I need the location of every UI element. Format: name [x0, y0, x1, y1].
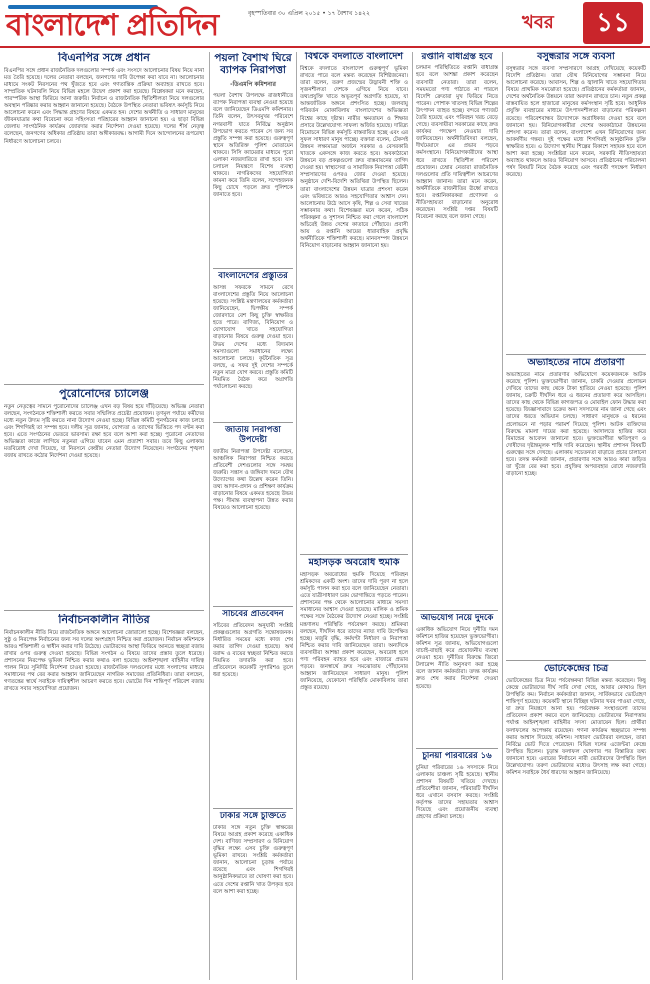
article-bashundhara-business	[506, 52, 646, 352]
newspaper-logo: বাংলাদেশ প্রতিদিন	[6, 8, 219, 43]
page-number: ১১	[583, 2, 643, 44]
article-body: আসন্ন সফরকে সামনে রেখে বাংলাদেশের প্রস্তুতি নিয়ে আলোচনা হয়েছে। সংশ্লিষ্ট মন্ত্রণালয়ের কর্মকর্তারা জানিয়েছেন, দ্বিপক্ষীয় সম্পর্ক জোরদারে বেশ কিছু চুক্তি স্বাক্ষরিত হতে পারে। বাণিজ্য, বিনিয়োগ ও যোগাযোগ খাতে সহযোগিতা বাড়ানোর বিষয়ে গুরুত্ব দেওয়া হবে। উভয় দেশের মধ্যে বিদ্যমান সমস্যাগুলো সমাধানের লক্ষ্যে আলোচনা চলছে। কূটনৈতিক সূত্র বলছে, এ সফর দুই দেশের সম্পর্কে নতুন মাত্রা যোগ করবে। প্রস্তুতি কমিটি নিয়মিত বৈঠক করে অগ্রগতি পর্যালোচনা করছে।	[213, 284, 293, 391]
article-bnp	[4, 52, 204, 382]
article-separator	[416, 748, 498, 749]
article-acc-complaint	[416, 614, 498, 746]
article-headline: অভ্যাহতের নামে প্রতারণা	[527, 358, 625, 368]
section-label: খবর	[522, 12, 554, 33]
article-body: মহাসড়ক অবরোধের হুমকি দিয়েছে পরিবহন শ্রমিকদের একটি অংশ। তাদের দাবি পূরণ না হলে কর্মসূচি পালন করা হবে বলে জানিয়েছেন নেতারা। এতে যাত্রীসাধারণ চরম ভোগান্তিতে পড়তে পারেন। প্রশাসনের পক্ষ থেকে আলোচনার মাধ্যমে সমস্যা সমাধানের আশ্বাস দেওয়া হয়েছে। মালিক ও শ্রমিক পক্ষের সঙ্গে বৈঠকের উদ্যোগ নেওয়া হচ্ছে। সংশ্লিষ্ট মন্ত্রণালয় পরিস্থিতি পর্যবেক্ষণ করছে। শ্রমিকরা বলছেন, দীর্ঘদিন ধরে তাদের ন্যায্য দাবি উপেক্ষিত হচ্ছে। মজুরি বৃদ্ধি, কর্মঘণ্টা নির্ধারণ ও নিরাপত্তা নিশ্চিত করার দাবি জানিয়েছেন তারা। অন্যদিকে ব্যবসায়ীরা আশঙ্কা প্রকাশ করেছেন, অবরোধ হলে পণ্য পরিবহন ব্যাহত হবে এবং বাজারে প্রভাব পড়বে। জনস্বার্থে দ্রুত সমঝোতায় পৌঁছানোর আহ্বান জানিয়েছেন সাধারণ মানুষ। পুলিশ জানিয়েছে, যেকোনো পরিস্থিতি মোকাবিলায় তারা প্রস্তুত রয়েছে।	[300, 571, 408, 692]
article-separator	[213, 808, 293, 809]
article-headline: নির্বাচনকালীন নীতির	[58, 614, 150, 626]
article-polling-centres	[506, 664, 646, 980]
article-body: বিশ্বকে বদলাতে বাংলাদেশ গুরুত্বপূর্ণ ভূমিকা রাখতে পারে বলে মন্তব্য করেছেন বিশিষ্টজনেরা। তারা বলেন, তরুণ প্রজন্মের উদ্ভাবনী শক্তি ও সৃজনশীলতা দেশকে এগিয়ে নিয়ে যাবে। তথ্যপ্রযুক্তি খাতে অভূতপূর্ব অগ্রগতি হয়েছে, যা আন্তর্জাতিক অঙ্গনে প্রশংসিত হচ্ছে। জলবায়ু পরিবর্তন মোকাবিলায় বাংলাদেশের অভিজ্ঞতা বিশ্বের কাছে দৃষ্টান্ত। নারীর ক্ষমতায়ন ও শিক্ষার প্রসারে উল্লেখযোগ্য সাফল্য অর্জিত হয়েছে। দারিদ্র্য বিমোচনে বিভিন্ন কর্মসূচি বাস্তবায়িত হচ্ছে এবং এর সুফল সাধারণ মানুষ পাচ্ছে। বক্তারা বলেন, টেকসই উন্নয়ন লক্ষ্যমাত্রা অর্জনে সরকার ও বেসরকারি খাতকে একসঙ্গে কাজ করতে হবে। অবকাঠামো উন্নয়নে বড় প্রকল্পগুলো দ্রুত বাস্তবায়নের তাগিদ দেওয়া হয়। স্বাস্থ্যসেবা ও সামাজিক নিরাপত্তা বেষ্টনী সম্প্রসারণের ওপরও জোর দেওয়া হয়েছে। অনুষ্ঠানে দেশি-বিদেশি অতিথিরা উপস্থিত ছিলেন। তারা বাংলাদেশের উন্নয়ন যাত্রার প্রশংসা করেন এবং ভবিষ্যতে আরও সহযোগিতার আশ্বাস দেন। আলোচনায় উঠে আসে কৃষি, শিল্প ও সেবা খাতের সম্ভাবনার কথা। বিশেষজ্ঞরা মনে করেন, সঠিক পরিকল্পনা ও সুশাসন নিশ্চিত করা গেলে বাংলাদেশ অচিরেই উন্নত দেশের কাতারে পৌঁছাবে। প্রবাসী আয় ও রপ্তানি আয়ের ধারাবাহিক প্রবৃদ্ধি অর্থনীতিকে শক্তিশালী করছে। মানবসম্পদ উন্নয়নে বিনিয়োগ বাড়ানোর আহ্বান জানানো হয়।	[300, 65, 408, 250]
article-body: চুনিয়া পরিবারের ১৬ সদস্যকে নিয়ে এলাকায় চাঞ্চল্য সৃষ্টি হয়েছে। স্থানীয় প্রশাসন বিষয়টি খতিয়ে দেখছে। প্রতিবেশীরা জানান, পরিবারটি দীর্ঘদিন ধরে এখানে বসবাস করছে। সংশ্লিষ্ট কর্তৃপক্ষ তাদের সহায়তার আশ্বাস দিয়েছে এবং প্রয়োজনীয় ব্যবস্থা গ্রহণের প্রক্রিয়া চলছে।	[416, 764, 498, 821]
article-election-policy	[4, 614, 204, 980]
masthead	[0, 0, 650, 50]
column-divider	[209, 52, 210, 980]
article-headline: বিএনপির সঙ্গে প্রধান	[58, 52, 150, 64]
article-separator	[506, 660, 646, 661]
article-bangladesh-world	[300, 52, 408, 552]
article-body: ভোটকেন্দ্রের চিত্র নিয়ে পর্যবেক্ষকরা বিভিন্ন মন্তব্য করেছেন। কিছু কেন্দ্রে ভোটারদের দীর্ঘ সারি দেখা গেছে, আবার কোথাও ছিল উপস্থিতি কম। নির্বাচন কর্মকর্তারা জানান, সার্বিকভাবে ভোটগ্রহণ শান্তিপূর্ণ হয়েছে। কয়েকটি স্থানে বিচ্ছিন্ন ঘটনার খবর পাওয়া গেছে, যা দ্রুত নিয়ন্ত্রণে আনা হয়। পর্যবেক্ষক সংস্থাগুলো তাদের প্রতিবেদন প্রকাশ করবে বলে জানিয়েছে। ভোটারদের নিরাপত্তায় পর্যাপ্ত আইনশৃঙ্খলা বাহিনীর সদস্য মোতায়েন ছিল। প্রার্থীরা ফলাফলের অপেক্ষায় রয়েছেন। গণনা কার্যক্রম স্বচ্ছভাবে সম্পন্ন করার আশ্বাস দিয়েছে কমিশন। সাধারণ ভোটাররা বলছেন, তারা নির্বিঘ্নে ভোট দিতে পেরেছেন। বিভিন্ন দলের এজেন্টরা কেন্দ্রে উপস্থিত ছিলেন। চূড়ান্ত ফলাফল ঘোষণার পর বিস্তারিত তথ্য জানানো হবে। এবারের নির্বাচনে নারী ভোটারদের উপস্থিতি ছিল উল্লেখযোগ্য। তরুণ ভোটারদের মধ্যেও উৎসাহ লক্ষ করা গেছে। কমিশন সবাইকে ধৈর্য ধারণের আহ্বান জানিয়েছে।	[506, 677, 646, 777]
article-separator	[213, 422, 293, 423]
article-headline: রপ্তানি বাধাগ্রস্ত হবে	[421, 52, 493, 62]
article-bangladesh-preparation	[213, 272, 293, 420]
article-secretary-report	[213, 610, 293, 806]
article-separator	[4, 610, 204, 611]
article-headline: বাংলাদেশের প্রস্তুতির	[218, 272, 288, 281]
article-body: অভ্যাহতের নামে প্রতারণার অভিযোগে কয়েকজনকে আটক করেছে পুলিশ। ভুক্তভোগীরা জানান, চাকরি দেওয়ার প্রলোভন দেখিয়ে তাদের কাছ থেকে টাকা হাতিয়ে নেওয়া হয়েছে। পুলিশ জানায়, চক্রটি দীর্ঘদিন ধরে এ ধরনের প্রতারণা করে আসছিল। তাদের কাছ থেকে বিভিন্ন কাগজপত্র ও মোবাইল ফোন উদ্ধার করা হয়েছে। জিজ্ঞাসাবাদে চক্রের অন্য সদস্যদের নাম জানা গেছে এবং তাদের ধরতে অভিযান চলছে। সাধারণ মানুষকে এ ধরনের প্রলোভনে না পড়ার পরামর্শ দিয়েছে পুলিশ। আটক ব্যক্তিদের বিরুদ্ধে মামলা দায়ের করা হয়েছে। আদালতে হাজির করে রিমান্ডের আবেদন জানানো হবে। ভুক্তভোগীরা ক্ষতিপূরণ ও দোষীদের দৃষ্টান্তমূলক শাস্তি দাবি করেছেন। স্থানীয় প্রশাসন বিষয়টি গুরুত্বের সঙ্গে দেখছে। এলাকায় সচেতনতা বাড়াতে প্রচার চালানো হবে। তদন্ত কর্মকর্তা জানান, প্রতারণার সঙ্গে আরও কারা জড়িত তা খুঁজে বের করা হবে। প্রযুক্তির অপব্যবহার রোধে নজরদারি বাড়ানো হচ্ছে।	[506, 371, 646, 478]
article-headline: সচিবের প্রতিবেদন	[222, 610, 284, 619]
article-separator	[213, 268, 293, 269]
article-body: সচিবের প্রতিবেদন অনুযায়ী সংশ্লিষ্ট প্রকল্পগুলোর অগ্রগতি সন্তোষজনক। নির্ধারিত সময়ের মধ্যে কাজ শেষ করার তাগিদ দেওয়া হয়েছে। অর্থ বরাদ্দ ও ব্যয়ের স্বচ্ছতা নিশ্চিত করতে নিয়মিত তদারকি করা হবে। প্রতিবেদনে কয়েকটি সুপারিশও তুলে ধরা হয়েছে।	[213, 622, 293, 679]
masthead-rule	[0, 46, 650, 48]
article-old-guard	[4, 388, 204, 608]
article-dhaka-agreement	[213, 812, 293, 980]
article-separator	[300, 554, 408, 555]
article-separator	[4, 384, 204, 385]
column-divider	[502, 52, 503, 980]
article-headline: চুনিয়া পরিবারের ১৬	[422, 752, 492, 761]
article-fraud	[506, 358, 646, 658]
article-body: জাতীয় নিরাপত্তা উপদেষ্টা বলেছেন, আঞ্চলিক নিরাপত্তা নিশ্চিত করতে প্রতিবেশী দেশগুলোর সঙ্গে সমন্বয় জরুরি। সন্ত্রাস ও জঙ্গিবাদ দমনে যৌথ উদ্যোগের কথা উল্লেখ করেন তিনি। তথ্য আদান-প্রদান ও প্রশিক্ষণ কার্যক্রম বাড়ানোর বিষয়ে একমত হয়েছে উভয় পক্ষ। সীমান্ত ব্যবস্থাপনা উন্নত করার বিষয়েও আলোচনা হয়েছে।	[213, 448, 293, 512]
article-body: ঢাকার সঙ্গে নতুন চুক্তি স্বাক্ষরের বিষয়ে আগ্রহ প্রকাশ করেছে একাধিক দেশ। বাণিজ্য সম্প্রসারণ ও বিনিয়োগ বৃদ্ধির লক্ষ্যে এসব চুক্তি গুরুত্বপূর্ণ ভূমিকা রাখবে। সংশ্লিষ্ট কর্মকর্তারা জানান, আলোচনা চূড়ান্ত পর্যায়ে রয়েছে এবং শিগগিরই আনুষ্ঠানিকভাবে তা ঘোষণা করা হবে। এতে দেশের রপ্তানি খাত উপকৃত হবে বলে আশা করা হচ্ছে।	[213, 824, 293, 895]
article-body: বিএনপির সঙ্গে প্রধান রাজনৈতিক দলগুলোর সম্পর্ক এবং সংসদে আলোচনার বিষয় নিয়ে নানা মত তৈরি হয়েছে। দলের নেতারা বলছেন, জনগণের দাবি উপেক্ষা করা যাবে না। আলোচনার মাধ্যমে সংকট নিরসনের পথ খুঁজতে হবে এবং গণতান্ত্রিক প্রক্রিয়া অব্যাহত রাখতে হবে। সাম্প্রতিক ঘটনাবলি নিয়ে বিভিন্ন মহলে উদ্বেগ প্রকাশ করা হয়েছে। বিশ্লেষকরা মনে করছেন, পারস্পরিক আস্থা ফিরিয়ে আনা জরুরি। নির্বাচন ও রাজনৈতিক স্থিতিশীলতা নিয়ে দলগুলোর অবস্থান পরিষ্কার করার আহ্বান জানানো হয়েছে। বৈঠকে উপস্থিত নেতারা ভবিষ্যৎ কর্মসূচি নিয়ে আলোচনা করেন এবং সিদ্ধান্ত গ্রহণের বিষয়ে একমত হন। দেশের অর্থনীতি ও সাধারণ মানুষের জীবনযাত্রার কথা বিবেচনা করে সহিংসতা পরিহারের আহ্বান জানানো হয়। এ ছাড়া বিভিন্ন জেলায় সাংগঠনিক কার্যক্রম জোরদার করার নির্দেশনা দেওয়া হয়েছে। দলের শীর্ষ নেতৃত্ব বলেছেন, জনগণের অধিকার প্রতিষ্ঠায় তারা অঙ্গীকারবদ্ধ। আগামী দিনে আন্দোলনের রূপরেখা নির্ধারণে আলোচনা চলবে।	[4, 67, 204, 145]
dateline: বৃহস্পতিবার ৩০ এপ্রিল ২০১৫ • ১৭ বৈশাখ ১৪২২	[248, 10, 370, 17]
article-separator	[416, 610, 498, 611]
article-highway-blockade	[300, 558, 408, 980]
article-security-advisor	[213, 426, 293, 604]
article-headline: ভোটকেন্দ্রের চিত্র	[543, 664, 609, 674]
article-body: নতুন নেতৃত্বের সামনে পুরোনোদের চ্যালেঞ্জ এখন বড় বিষয় হয়ে দাঁড়িয়েছে। অভিজ্ঞ নেতারা বলছেন, সংগঠনকে শক্তিশালী করতে সবার সম্মিলিত প্রচেষ্টা প্রয়োজন। তৃণমূল পর্যায়ে কর্মীদের মধ্যে নতুন উদ্যম সৃষ্টি করতে নানা উদ্যোগ নেওয়া হচ্ছে। বিভিন্ন কমিটি পুনর্গঠনের কাজ চলছে এবং শিগগিরই তা সম্পন্ন হবে। দলীয় সূত্র জানায়, যোগ্যতা ও ত্যাগের ভিত্তিতে পদ বণ্টন করা হবে। এতে সংগঠনের ভেতরে ভারসাম্য রক্ষা হবে বলে আশা করা হচ্ছে। পুরোনো নেতাদের অভিজ্ঞতা কাজে লাগিয়ে নতুনরা এগিয়ে যাবেন এমন প্রত্যাশা সবার। তবে কিছু এলাকায় মতবিরোধ দেখা দিয়েছে, যা নিরসনে কেন্দ্রীয় নেতারা উদ্যোগ নিয়েছেন। সংগঠনের শৃঙ্খলা বজায় রাখতে কঠোর নির্দেশনা দেওয়া হয়েছে।	[4, 403, 204, 460]
article-export-obstructed	[416, 52, 498, 608]
article-headline: মহাসড়ক অবরোধ হুমকি	[308, 558, 400, 568]
article-body: নির্বাচনকালীন নীতি নিয়ে রাজনৈতিক অঙ্গনে আলোচনা জোরালো হচ্ছে। বিশেষজ্ঞরা বলছেন, সুষ্ঠু ও নিরপেক্ষ নির্বাচনের জন্য সব দলের অংশগ্রহণ নিশ্চিত করা প্রয়োজন। নির্বাচন কমিশনকে আরও শক্তিশালী ও স্বাধীন করার দাবি উঠেছে। ভোটারদের আস্থা ফিরিয়ে আনতে স্বচ্ছতা বজায় রাখার ওপর গুরুত্ব দেওয়া হয়েছে। বিভিন্ন সংগঠন এ বিষয়ে তাদের প্রস্তাব তুলে ধরেছে। প্রশাসনের নিরপেক্ষ ভূমিকা নিশ্চিত করার কথাও বলা হয়েছে। আইনশৃঙ্খলা বাহিনীর দায়িত্ব পালন নিয়ে সুনির্দিষ্ট নির্দেশনা চাওয়া হয়েছে। রাজনৈতিক দলগুলোর মধ্যে সংলাপের মাধ্যমে সমাধানের পথ বের করার আহ্বান জানিয়েছেন নাগরিক সমাজের প্রতিনিধিরা। তারা বলছেন, গণতন্ত্রের স্বার্থে সবাইকে দায়িত্বশীল আচরণ করতে হবে। ভোটের দিন শান্তিপূর্ণ পরিবেশ বজায় রাখতে সবার সহযোগিতা প্রয়োজন।	[4, 629, 204, 693]
article-family-sixteen	[416, 752, 498, 980]
article-body: পয়লা বৈশাখ উপলক্ষে রাজধানীতে ব্যাপক নিরাপত্তা ব্যবস্থা নেওয়া হয়েছে বলে জানিয়েছেন ডিএমপি কমিশনার। তিনি বলেন, উৎসবমুখর পরিবেশে নগরবাসী যাতে নির্বিঘ্নে অনুষ্ঠান উপভোগ করতে পারেন সে জন্য সব প্রস্তুতি সম্পন্ন করা হয়েছে। গুরুত্বপূর্ণ স্থানে অতিরিক্ত পুলিশ মোতায়েন থাকবে। সিসি ক্যামেরার মাধ্যমে পুরো এলাকা নজরদারিতে রাখা হবে। যান চলাচল নিয়ন্ত্রণে বিশেষ ব্যবস্থা থাকবে। নাগরিকদের সহযোগিতা কামনা করে তিনি বলেন, সন্দেহজনক কিছু চোখে পড়লে দ্রুত পুলিশকে জানাতে হবে।	[213, 93, 293, 199]
article-headline: অভিযোগ নিয়ে দুদকে	[420, 614, 494, 623]
article-body: বসুন্ধরার সঙ্গে ব্যবসা সম্প্রসারণে আগ্রহ দেখিয়েছে কয়েকটি বিদেশি প্রতিষ্ঠান। তারা যৌথ বিনিয়োগের সম্ভাবনা নিয়ে আলোচনা করেছে। আবাসন, শিল্প ও জ্বালানি খাতে সহযোগিতার বিষয়ে প্রাথমিক সমঝোতা হয়েছে। প্রতিষ্ঠানের কর্মকর্তারা জানান, দেশের অর্থনৈতিক উন্নয়নে তারা অবদান রাখতে চান। নতুন প্রকল্প বাস্তবায়িত হলে হাজারো মানুষের কর্মসংস্থান সৃষ্টি হবে। আধুনিক প্রযুক্তি ব্যবহারের মাধ্যমে উৎপাদনশীলতা বাড়ানোর পরিকল্পনা রয়েছে। পরিবেশবান্ধব উদ্যোগকে অগ্রাধিকার দেওয়া হবে বলে জানানো হয়। বিনিয়োগকারীরা দেশের অবকাঠামো উন্নয়নের প্রশংসা করেন। তারা বলেন, বাংলাদেশ এখন বিনিয়োগের জন্য আকর্ষণীয় গন্তব্য। দুই পক্ষের মধ্যে শিগগিরই আনুষ্ঠানিক চুক্তি স্বাক্ষরিত হবে। এ উদ্যোগ স্থানীয় শিল্পের বিকাশে সহায়ক হবে বলে আশা করা হচ্ছে। সংশ্লিষ্টরা মনে করেন, সরকারি নীতিসহায়তা অব্যাহত থাকলে আরও বিনিয়োগ আসবে। প্রতিষ্ঠানের পরিচালনা পর্ষদ বিষয়টি নিয়ে বৈঠক করেছে এবং পরবর্তী পদক্ষেপ নির্ধারণ করেছে।	[506, 65, 646, 179]
article-headline: পুরোনোদের চ্যালেঞ্জ	[59, 388, 149, 400]
column-divider	[296, 52, 297, 980]
column-divider	[412, 52, 413, 980]
article-headline: জাতীয় নিরাপত্তা উপদেষ্টা	[225, 426, 281, 445]
article-boishakh-security	[213, 52, 293, 266]
article-headline: পয়লা বৈশাখ ঘিরে ব্যাপক নিরাপত্তা	[214, 52, 292, 77]
article-separator	[213, 606, 293, 607]
article-headline: বিশ্বকে বদলাতে বাংলাদেশ	[305, 52, 403, 62]
article-body: একাধিক অভিযোগ নিয়ে দুর্নীতি দমন কমিশনে হাজির হয়েছেন ভুক্তভোগীরা। কমিশন সূত্র জানায়, অভিযোগগুলো যাচাই-বাছাই করে প্রয়োজনীয় ব্যবস্থা নেওয়া হবে। দুর্নীতির বিরুদ্ধে জিরো টলারেন্স নীতি অনুসরণ করা হচ্ছে বলে জানান কর্মকর্তারা। তদন্ত কার্যক্রম দ্রুত শেষ করার নির্দেশনা দেওয়া হয়েছে।	[416, 626, 498, 690]
article-body: চলমান পরিস্থিতিতে রপ্তানি বাধাগ্রস্ত হবে বলে আশঙ্কা প্রকাশ করেছেন ব্যবসায়ী নেতারা। তারা বলেন, সময়মতো পণ্য পাঠাতে না পারলে বিদেশি ক্রেতারা মুখ ফিরিয়ে নিতে পারেন। পোশাক খাতসহ বিভিন্ন শিল্পের উৎপাদন ব্যাহত হচ্ছে। বন্দরে পণ্যজট তৈরি হয়েছে এবং পরিবহন খরচ বেড়ে গেছে। ব্যবসায়ীরা সরকারের কাছে দ্রুত কার্যকর পদক্ষেপ নেওয়ার দাবি জানিয়েছেন। অর্থনীতিবিদরা বলছেন, দীর্ঘমেয়াদে এর প্রভাব পড়বে কর্মসংস্থানে। বিনিয়োগকারীদের আস্থা ধরে রাখতে স্থিতিশীল পরিবেশ প্রয়োজন। চেম্বার নেতারা রাজনৈতিক দলগুলোর প্রতি দায়িত্বশীল আচরণের আহ্বান জানান। তারা মনে করেন, অর্থনীতিকে রাজনীতির ঊর্ধ্বে রাখতে হবে। রপ্তানিকারকরা প্রণোদনা ও নীতিসহায়তা বাড়ানোর অনুরোধ করেছেন। সংশ্লিষ্ট দপ্তর বিষয়টি বিবেচনা করছে বলে জানা গেছে।	[416, 65, 498, 221]
article-headline: ঢাকার সঙ্গে চুক্তিতে	[219, 812, 286, 821]
article-byline: -ডিএমপি কমিশনার	[230, 81, 276, 89]
article-headline: বসুন্ধরার সঙ্গে ব্যবসা	[537, 52, 615, 62]
article-separator	[506, 354, 646, 355]
